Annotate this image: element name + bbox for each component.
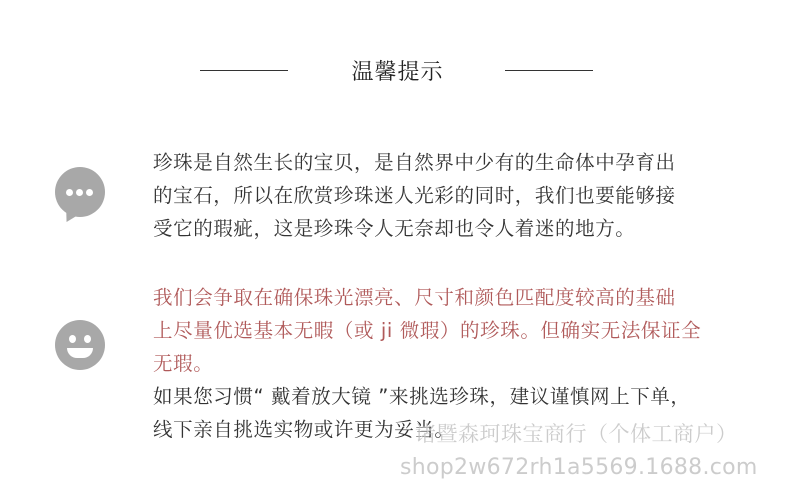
chat-bubble-icon xyxy=(55,167,105,217)
quality-promise-paragraph xyxy=(153,281,753,380)
header-divider-left xyxy=(200,70,288,71)
pearl-nature-paragraph xyxy=(153,146,753,245)
paragraph-line: 如果您习惯“ 戴着放大镜 ”来挑选珍珠，建议谨慎网上下单， xyxy=(153,385,691,408)
chat-dot xyxy=(86,189,93,196)
paragraph-line: 受它的瑕疵，这是珍珠令人无奈却也令人着迷的地方。 xyxy=(153,217,636,240)
smiley-eye-left xyxy=(69,335,76,343)
paragraph-line: 珍珠是自然生长的宝贝，是自然界中少有的生命体中孕育出 xyxy=(153,151,676,174)
chat-dot xyxy=(66,189,73,196)
chat-bubble-tail xyxy=(61,209,79,226)
smiley-eye-right xyxy=(84,335,91,343)
paragraph-line: 线下亲自挑选实物或许更为妥当。 xyxy=(153,418,455,441)
watermark-shop-name: 诸暨森珂珠宝商行（个体工商户） xyxy=(415,422,738,446)
paragraph-line: 的宝石，所以在欣赏珍珠迷人光彩的同时，我们也要能够接 xyxy=(153,184,676,207)
smiley-face-icon xyxy=(55,320,105,370)
paragraph-line: 无瑕。 xyxy=(153,352,214,375)
header-divider-right xyxy=(505,70,593,71)
chat-dot xyxy=(76,189,83,196)
watermark-shop-url: shop2w672rh1a5569.1688.com xyxy=(400,455,758,480)
page-title: 温馨提示 xyxy=(351,60,444,85)
smiley-mouth xyxy=(67,348,93,358)
notice-header xyxy=(0,50,800,90)
paragraph-line: 我们会争取在确保珠光漂亮、尺寸和颜色匹配度较高的基础 xyxy=(153,286,676,309)
paragraph-line: 上尽量优选基本无暇（或 ji 微瑕）的珍珠。但确实无法保证全 xyxy=(153,319,702,342)
